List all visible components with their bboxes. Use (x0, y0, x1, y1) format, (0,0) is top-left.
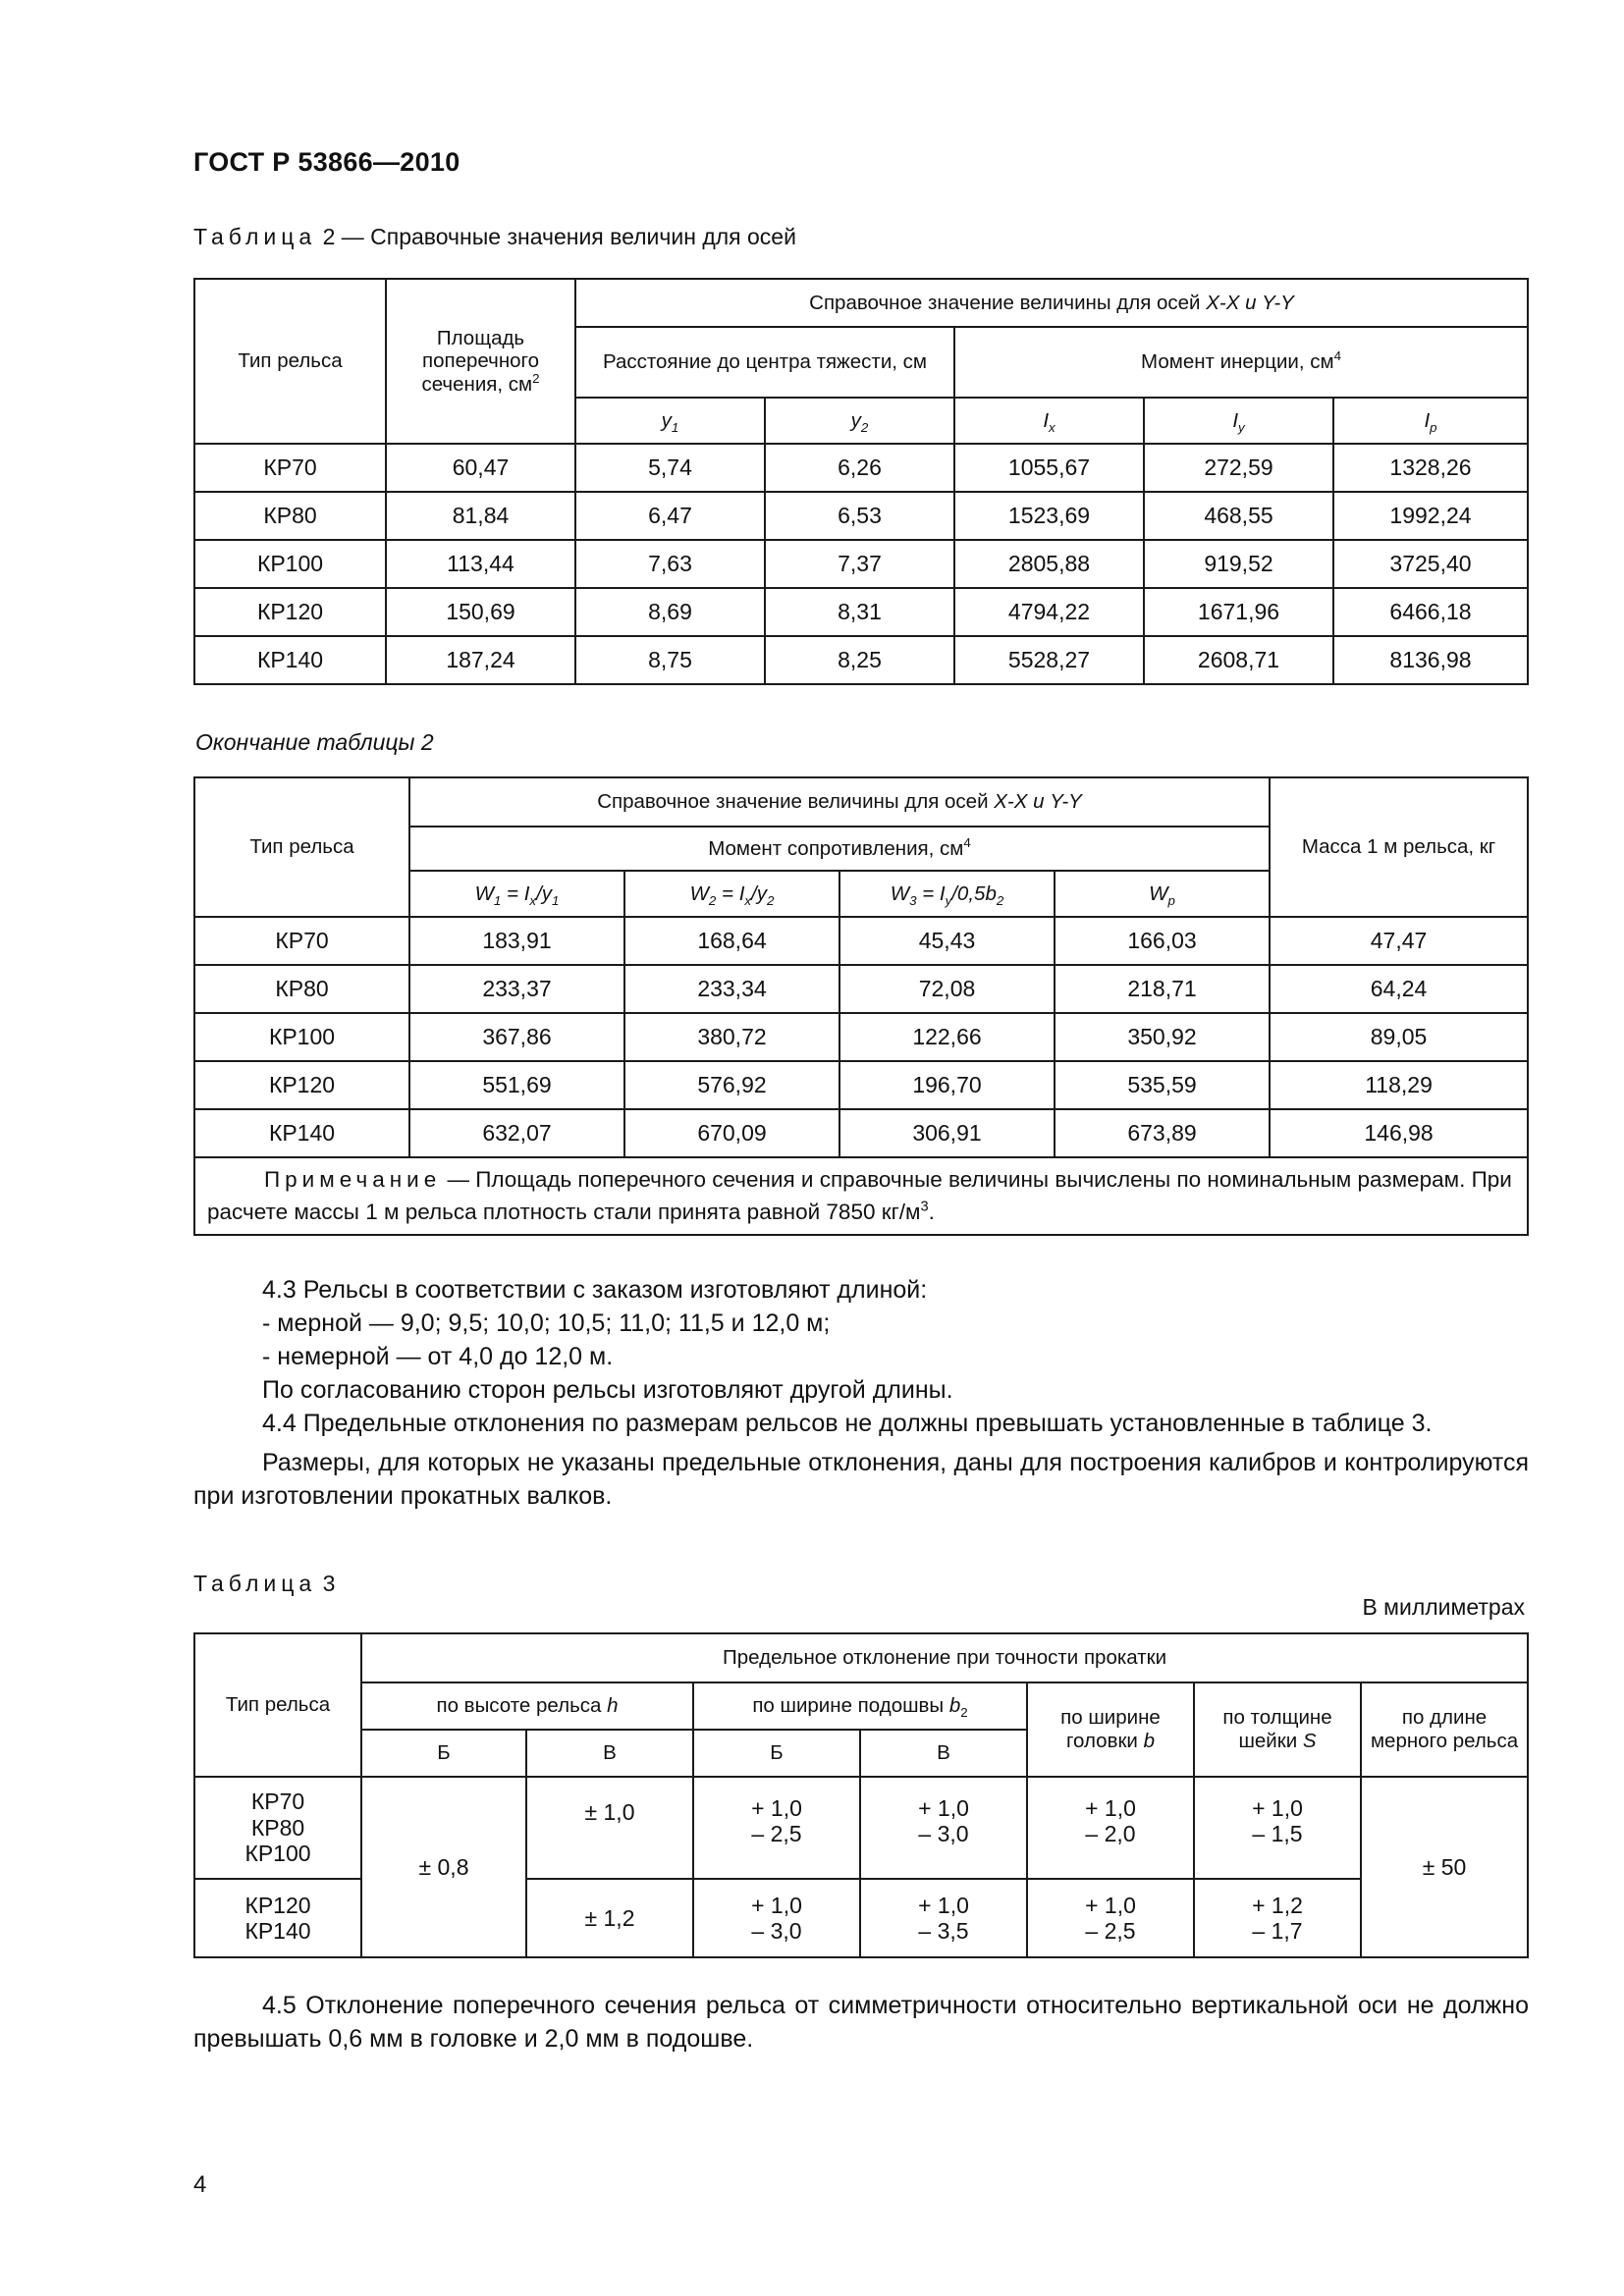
section-4-3 (193, 1273, 1529, 1513)
value-cell: 380,72 (624, 1013, 839, 1061)
value-cell: 1671,96 (1144, 588, 1333, 636)
header-precision-v: В (526, 1730, 693, 1777)
group2-rail-types: КР120 КР140 (194, 1879, 361, 1957)
header-precision-b: Б (693, 1730, 860, 1777)
page-number: 4 (193, 2171, 207, 2198)
base-tolerance-v: + 1,0 – 3,5 (860, 1879, 1027, 1957)
list-item: - мерной — 9,0; 9,5; 10,0; 10,5; 11,0; 11,5 и 12,0 м; (262, 1309, 831, 1337)
value-cell: 2608,71 (1144, 636, 1333, 684)
table-row (194, 588, 1528, 636)
neck-tolerance: + 1,0 – 1,5 (1194, 1777, 1361, 1879)
height-tolerance-v: ± 1,0 (526, 1777, 693, 1879)
table2-continuation (193, 776, 1529, 1236)
table2b-caption: Окончание таблицы 2 (195, 729, 434, 755)
document-id: ГОСТ Р 53866—2010 (193, 147, 460, 177)
table-row (194, 1013, 1528, 1061)
header-area: Площадь поперечного сечения, $см^2$ (386, 279, 575, 444)
header-rail-type: Тип рельса (194, 777, 409, 917)
header-rail-type: Тип рельса (194, 279, 386, 444)
value-cell: 468,55 (1144, 492, 1333, 540)
value-cell: 6,26 (765, 444, 954, 492)
value-cell: 576,92 (624, 1061, 839, 1109)
value-cell: 1992,24 (1333, 492, 1528, 540)
table2 (193, 278, 1529, 685)
value-cell: 535,59 (1055, 1061, 1270, 1109)
base-tolerance-b: + 1,0 – 3,0 (693, 1879, 860, 1957)
rail-type-cell: КР80 (194, 492, 386, 540)
rail-type-cell: КР70 (194, 444, 386, 492)
value-cell: 1523,69 (954, 492, 1144, 540)
value-cell: 2805,88 (954, 540, 1144, 588)
value-cell: 8,69 (575, 588, 765, 636)
header-base-width: по ширине подошвы $b_2$ (693, 1682, 1027, 1730)
header-neck-thickness: по толщине шейки S (1194, 1682, 1361, 1777)
paragraph: По согласованию сторон рельсы изготовляют другой длины. (262, 1376, 953, 1404)
value-cell: 8,25 (765, 636, 954, 684)
value-cell: 6466,18 (1333, 588, 1528, 636)
base-tolerance-v: + 1,0 – 3,0 (860, 1777, 1027, 1879)
value-cell: 168,64 (624, 917, 839, 965)
rail-type-cell: КР120 (194, 588, 386, 636)
table2-caption (193, 224, 796, 250)
value-cell: 218,71 (1055, 965, 1270, 1013)
header-w2: $W_2 = I_x/y_2$ (624, 871, 839, 917)
header-rail-type: Тип рельса (194, 1633, 361, 1777)
rail-type-cell: КР100 (194, 1013, 409, 1061)
header-reference-values: Справочное значение величины для осей X-X и Y-Y (575, 279, 1528, 327)
value-cell: 72,08 (839, 965, 1055, 1013)
group1-rail-types: КР70 КР80 КР100 (194, 1777, 361, 1879)
value-cell: 89,05 (1270, 1013, 1528, 1061)
table-row (194, 636, 1528, 684)
value-cell: 5528,27 (954, 636, 1144, 684)
header-reference-values: Справочное значение величины для осей X-X и Y-Y (409, 777, 1270, 827)
value-cell: 233,37 (409, 965, 624, 1013)
value-cell: 367,86 (409, 1013, 624, 1061)
value-cell: 670,09 (624, 1109, 839, 1157)
header-wp: $W_p$ (1055, 871, 1270, 917)
rail-type-cell: КР80 (194, 965, 409, 1013)
length-tolerance: ± 50 (1361, 1777, 1528, 1957)
value-cell: 6,47 (575, 492, 765, 540)
value-cell: 118,29 (1270, 1061, 1528, 1109)
value-cell: 7,37 (765, 540, 954, 588)
paragraph: Размеры, для которых не указаны предельные отклонения, даны для построения калибров и контролируются при изготовлении прокатных валков. (193, 1449, 1529, 1510)
head-tolerance: + 1,0 – 2,5 (1027, 1879, 1194, 1957)
section-4-5 (193, 1989, 1529, 2056)
neck-tolerance: + 1,2 – 1,7 (1194, 1879, 1361, 1957)
value-cell: 3725,40 (1333, 540, 1528, 588)
table3 (193, 1632, 1529, 1958)
value-cell: 150,69 (386, 588, 575, 636)
value-cell: 146,98 (1270, 1109, 1528, 1157)
height-tolerance-b: ± 0,8 (361, 1777, 526, 1957)
head-tolerance: + 1,0 – 2,0 (1027, 1777, 1194, 1879)
table-row (194, 444, 1528, 492)
value-cell: 632,07 (409, 1109, 624, 1157)
header-y2: $y_2$ (765, 398, 954, 444)
value-cell: 166,03 (1055, 917, 1270, 965)
header-precision-v: В (860, 1730, 1027, 1777)
rail-type-cell: КР140 (194, 636, 386, 684)
value-cell: 122,66 (839, 1013, 1055, 1061)
value-cell: 551,69 (409, 1061, 624, 1109)
height-tolerance-v: ± 1,2 (526, 1879, 693, 1957)
base-tolerance-b: + 1,0 – 2,5 (693, 1777, 860, 1879)
header-length: по длине мерного рельса (1361, 1682, 1528, 1777)
rail-type-cell: КР140 (194, 1109, 409, 1157)
header-w1: $W_1 = I_x/y_1$ (409, 871, 624, 917)
value-cell: 47,47 (1270, 917, 1528, 965)
header-mass: Масса 1 м рельса, кг (1270, 777, 1528, 917)
table-row (194, 1109, 1528, 1157)
table-row (194, 917, 1528, 965)
value-cell: 183,91 (409, 917, 624, 965)
rail-type-cell: КР120 (194, 1061, 409, 1109)
value-cell: 272,59 (1144, 444, 1333, 492)
header-precision-b: Б (361, 1730, 526, 1777)
value-cell: 196,70 (839, 1061, 1055, 1109)
header-inertia: Момент инерции, $см^4$ (954, 327, 1528, 398)
rail-type-cell: КР100 (194, 540, 386, 588)
value-cell: 7,63 (575, 540, 765, 588)
header-iy: $I_y$ (1144, 398, 1333, 444)
header-section-modulus: Момент сопротивления, $см^4$ (409, 827, 1270, 871)
table-row (194, 965, 1528, 1013)
header-head-width: по ширине головки b (1027, 1682, 1194, 1777)
units-label: В миллиметрах (1362, 1594, 1525, 1620)
header-tolerance-group: Предельное отклонение при точности прокатки (361, 1633, 1528, 1682)
header-height: по высоте рельса h (361, 1682, 693, 1730)
caption-rest: 2 — Справочные значения величин для осей (322, 224, 796, 249)
header-y1: $y_1$ (575, 398, 765, 444)
caption-word: Таблица (193, 224, 317, 249)
value-cell: 6,53 (765, 492, 954, 540)
header-w3: $W_3 = I_y/0,5b_2$ (839, 871, 1055, 917)
list-item: - немерной — от 4,0 до 12,0 м. (262, 1343, 614, 1370)
value-cell: 5,74 (575, 444, 765, 492)
rail-type-cell: КР70 (194, 917, 409, 965)
value-cell: 306,91 (839, 1109, 1055, 1157)
table-row (194, 1061, 1528, 1109)
value-cell: 233,34 (624, 965, 839, 1013)
value-cell: 113,44 (386, 540, 575, 588)
caption-word: Таблица (193, 1571, 317, 1596)
table3-caption (193, 1571, 335, 1597)
value-cell: 45,43 (839, 917, 1055, 965)
value-cell: 8,31 (765, 588, 954, 636)
table-row (194, 492, 1528, 540)
table-row (194, 540, 1528, 588)
value-cell: 187,24 (386, 636, 575, 684)
table-note: Примечание — Площадь поперечного сечения и справочные величины вычислены по номинальным размерам. При расчете массы 1 м рельса плотность стали принята равной 7850 $кг/м^3$. (194, 1157, 1528, 1235)
header-centroid-distance: Расстояние до центра тяжести, см (575, 327, 954, 398)
value-cell: 919,52 (1144, 540, 1333, 588)
value-cell: 81,84 (386, 492, 575, 540)
value-cell: 8,75 (575, 636, 765, 684)
header-ip: $I_p$ (1333, 398, 1528, 444)
paragraph: 4.3 Рельсы в соответствии с заказом изготовляют длиной: (262, 1276, 928, 1304)
value-cell: 64,24 (1270, 965, 1528, 1013)
value-cell: 1055,67 (954, 444, 1144, 492)
paragraph: 4.4 Предельные отклонения по размерам рельсов не должны превышать установленные в таблице 3. (262, 1410, 1433, 1437)
value-cell: 1328,26 (1333, 444, 1528, 492)
value-cell: 8136,98 (1333, 636, 1528, 684)
value-cell: 350,92 (1055, 1013, 1270, 1061)
value-cell: 673,89 (1055, 1109, 1270, 1157)
value-cell: 4794,22 (954, 588, 1144, 636)
value-cell: 60,47 (386, 444, 575, 492)
paragraph: 4.5 Отклонение поперечного сечения рельса от симметричности относительно вертикальной оси не должно превышать 0,6 мм в головке и 2,0 мм в подошве. (193, 1992, 1529, 2053)
caption-number: 3 (322, 1571, 336, 1596)
header-ix: $I_x$ (954, 398, 1144, 444)
